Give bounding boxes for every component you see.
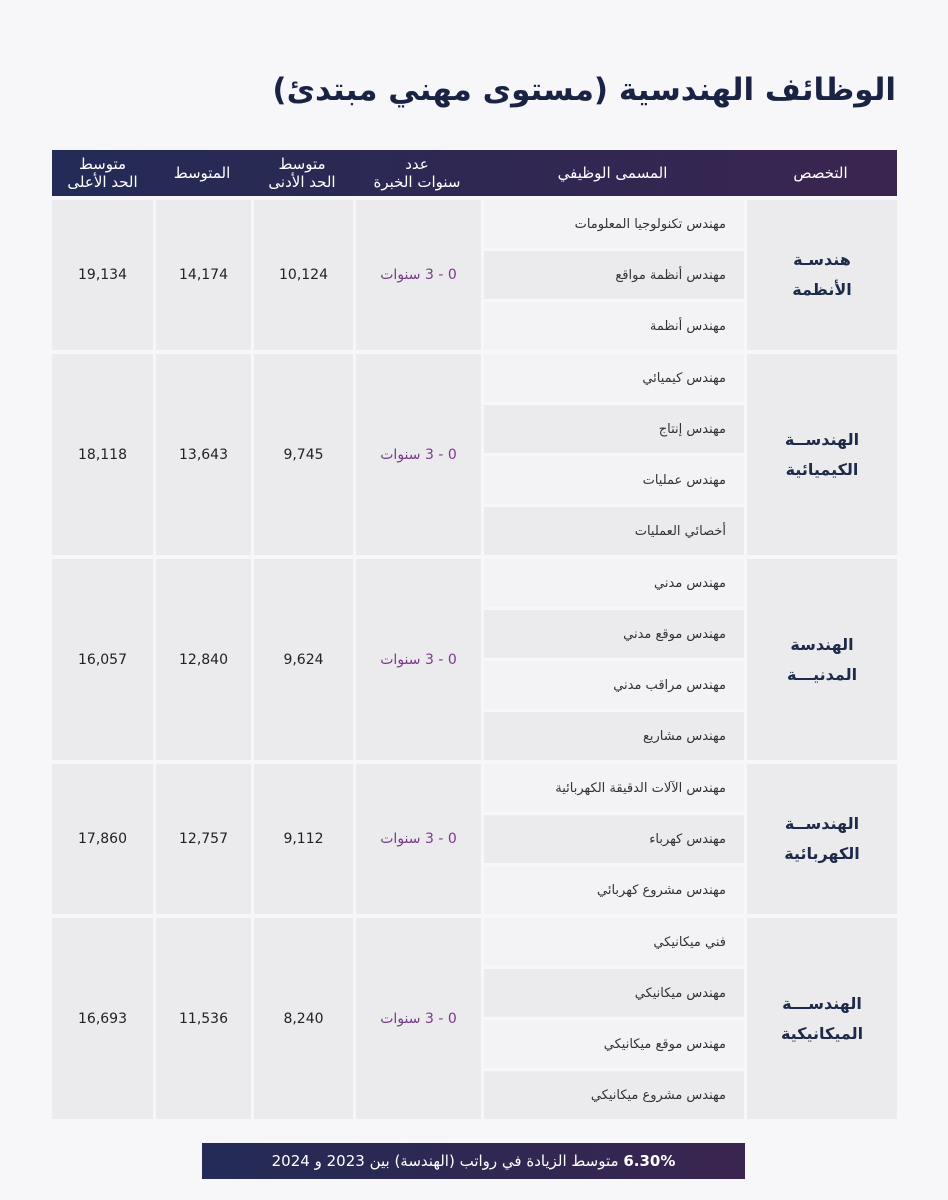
job-title-item: مهندس عمليات bbox=[484, 456, 744, 504]
job-title-item: مهندس الآلات الدقيقة الكهربائية bbox=[484, 764, 744, 812]
job-title-item: مهندس كيميائي bbox=[484, 354, 744, 402]
avg-min-cell bbox=[254, 764, 353, 914]
footer-text: متوسط الزيادة في رواتب (الهندسة) بين 2023 و 2024 bbox=[271, 1152, 619, 1170]
avg-min-cell-value: 8,240 bbox=[283, 1010, 324, 1027]
avg-min-cell-value: 9,624 bbox=[283, 651, 324, 668]
header-avg-max: متوسط الحد الأعلى bbox=[67, 155, 138, 191]
header-average: المتوسط bbox=[173, 164, 231, 182]
avg-max-cell-value: 17,860 bbox=[78, 831, 127, 847]
avg-max-cell-value: 18,118 bbox=[78, 446, 127, 463]
avg-min-cell bbox=[254, 354, 353, 555]
table-group bbox=[52, 200, 897, 350]
experience-cell bbox=[356, 764, 481, 914]
average-cell-value: 11,536 bbox=[179, 1010, 228, 1027]
job-titles-list bbox=[484, 559, 744, 760]
experience-cell bbox=[356, 918, 481, 1119]
job-titles-list bbox=[484, 354, 744, 555]
job-title-item: مهندس أنظمة مواقع bbox=[484, 251, 744, 299]
job-titles-list bbox=[484, 918, 744, 1119]
job-title-item: مهندس مشاريع bbox=[484, 712, 744, 760]
avg-min-cell bbox=[254, 200, 353, 350]
average-cell bbox=[156, 764, 251, 914]
header-experience: عدد سنوات الخبرة bbox=[373, 155, 461, 191]
job-titles-list bbox=[484, 200, 744, 350]
specialization-cell bbox=[747, 354, 897, 555]
job-title-item: مهندس موقع ميكانيكي bbox=[484, 1020, 744, 1068]
average-cell bbox=[156, 559, 251, 760]
job-title-item: مهندس ميكانيكي bbox=[484, 969, 744, 1017]
avg-min-cell bbox=[254, 918, 353, 1119]
job-title-item: مهندس كهرباء bbox=[484, 815, 744, 863]
experience-cell-value: 0 - 3 سنوات bbox=[380, 831, 457, 847]
experience-cell-value: 0 - 3 سنوات bbox=[380, 267, 457, 283]
experience-cell-value: 0 - 3 سنوات bbox=[380, 446, 457, 463]
average-cell-value: 13,643 bbox=[179, 446, 228, 463]
table-header bbox=[52, 150, 897, 196]
job-title-item: مهندس إنتاج bbox=[484, 405, 744, 453]
experience-cell bbox=[356, 354, 481, 555]
specialization-name: الهندســة الكيميائية bbox=[784, 429, 860, 479]
specialization-cell bbox=[747, 918, 897, 1119]
experience-cell bbox=[356, 200, 481, 350]
avg-max-cell bbox=[52, 918, 153, 1119]
avg-min-cell-value: 10,124 bbox=[279, 267, 328, 283]
avg-max-cell bbox=[52, 764, 153, 914]
specialization-cell bbox=[747, 200, 897, 350]
specialization-name: الهندســـة الميكانيكية bbox=[780, 993, 864, 1043]
avg-max-cell-value: 16,057 bbox=[78, 651, 127, 668]
specialization-name: هندسـة الأنظمة bbox=[792, 250, 852, 299]
experience-cell bbox=[356, 559, 481, 760]
salary-table bbox=[52, 200, 897, 1123]
avg-min-cell-value: 9,745 bbox=[283, 446, 324, 463]
average-cell-value: 14,174 bbox=[179, 267, 228, 283]
avg-max-cell bbox=[52, 200, 153, 350]
job-title-item: مهندس مشروع كهربائي bbox=[484, 866, 744, 914]
job-title-item: مهندس تكنولوجيا المعلومات bbox=[484, 200, 744, 248]
avg-max-cell bbox=[52, 559, 153, 760]
table-group bbox=[52, 918, 897, 1119]
specialization-name: الهندســة الكهربائية bbox=[784, 814, 860, 863]
header-avg-min: متوسط الحد الأدنى bbox=[268, 155, 336, 191]
footer-banner bbox=[202, 1143, 745, 1179]
footer-value: 6.30% bbox=[623, 1152, 676, 1170]
table-group bbox=[52, 354, 897, 555]
specialization-cell bbox=[747, 559, 897, 760]
job-title-item: أخصائي العمليات bbox=[484, 507, 744, 555]
table-group bbox=[52, 764, 897, 914]
experience-cell-value: 0 - 3 سنوات bbox=[380, 651, 457, 668]
job-title-item: مهندس مدني bbox=[484, 559, 744, 607]
specialization-cell bbox=[747, 764, 897, 914]
average-cell-value: 12,840 bbox=[179, 651, 228, 668]
average-cell bbox=[156, 200, 251, 350]
job-title-item: مهندس مراقب مدني bbox=[484, 661, 744, 709]
avg-min-cell bbox=[254, 559, 353, 760]
job-title-item: مهندس مشروع ميكانيكي bbox=[484, 1071, 744, 1119]
page-title: الوظائف الهندسية (مستوى مهني مبتدئ) bbox=[272, 72, 896, 108]
avg-min-cell-value: 9,112 bbox=[283, 831, 324, 847]
average-cell-value: 12,757 bbox=[179, 831, 228, 847]
header-specialization: التخصص bbox=[793, 164, 848, 182]
experience-cell-value: 0 - 3 سنوات bbox=[380, 1010, 457, 1027]
avg-max-cell bbox=[52, 354, 153, 555]
table-group bbox=[52, 559, 897, 760]
specialization-name: الهندسة المدنيـــة bbox=[786, 634, 858, 684]
average-cell bbox=[156, 918, 251, 1119]
avg-max-cell-value: 19,134 bbox=[78, 267, 127, 283]
job-titles-list bbox=[484, 764, 744, 914]
average-cell bbox=[156, 354, 251, 555]
job-title-item: مهندس أنظمة bbox=[484, 302, 744, 350]
job-title-item: مهندس موقع مدني bbox=[484, 610, 744, 658]
job-title-item: فني ميكانيكي bbox=[484, 918, 744, 966]
avg-max-cell-value: 16,693 bbox=[78, 1010, 127, 1027]
header-job-title: المسمى الوظيفي bbox=[557, 164, 668, 182]
